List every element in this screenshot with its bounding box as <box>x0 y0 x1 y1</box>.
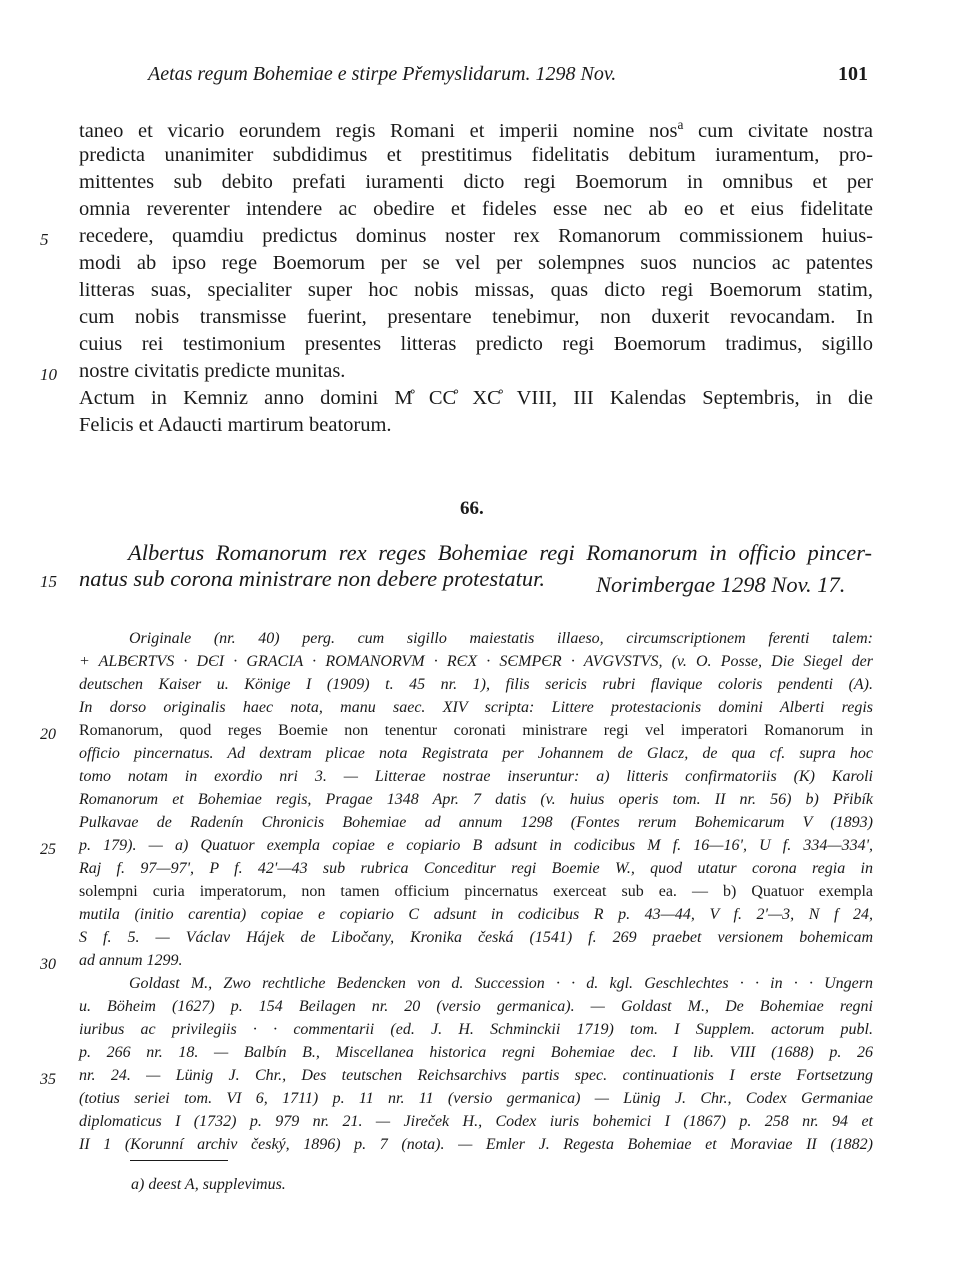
apparatus-line: deutschen Kaiser u. Könige I (1909) t. 45 nr. 1), filis sericis rubri flavique coloris pendenti (A). <box>79 676 873 693</box>
apparatus-line: Originale (nr. 40) perg. cum sigillo maiestatis illaeso, circumscriptionem ferenti talem: <box>129 630 873 647</box>
body-line: cum nobis transmisse fuerint, presentare tenebimur, non duxerit revocandam. In <box>79 306 873 328</box>
line-number: 10 <box>40 365 57 384</box>
apparatus-line: S f. 5. — Václav Hájek de Libočany, Kronika česká (1541) f. 269 praebet versionem bohemicam <box>79 929 873 946</box>
regest-line: Albertus Romanorum rex reges Bohemiae regi Romanorum in officio pincer- <box>128 540 872 565</box>
apparatus-line: diplomaticus I (1732) p. 979 nr. 21. — Jireček H., Codex iuris bohemici I (1867) p. 258 nr. 94 et <box>79 1113 873 1130</box>
line-number: 30 <box>40 956 56 973</box>
apparatus-line: tomo notam in exordio nri 3. — Litterae nostrae inseruntur: a) litteris confirmatoriis (K) Karoli <box>79 768 873 785</box>
body-line: predicta unanimiter subdidimus et prestitimus fidelitatis debitum iuramentum, pro- <box>79 144 873 166</box>
body-line: modi ab ipso rege Boemorum per se vel per solempnes suos nuncios ac patentes <box>79 252 873 274</box>
body-line: mittentes sub debito prefati iuramenti dicto regi Boemorum in omnibus et per <box>79 171 873 193</box>
body-line: taneo et vicario eorundem regis Romani et imperii nomine nos$^a$ cum civitate nostra <box>79 117 873 142</box>
line-number: 20 <box>40 726 56 743</box>
line-number: 5 <box>40 230 49 249</box>
document-number: 66. <box>460 498 484 519</box>
apparatus-line: Goldast M., Zwo rechtliche Bedencken von d. Succession · · d. kgl. Geschlechtes · · in · · Ungern <box>129 975 873 992</box>
apparatus-line: iuribus ac privilegiis · · commentarii (ed. J. H. Schminckii 1719) tom. I Supplem. actorum publ. <box>79 1021 873 1038</box>
footnote-rule <box>130 1160 228 1161</box>
running-head-title: Aetas regum Bohemiae e stirpe Přemyslidarum. 1298 Nov. <box>148 63 617 85</box>
apparatus-line: mutila (initio carentia) copiae e copiario C adsunt in codicibus R p. 43—44, V f. 2'—3, N f 24, <box>79 906 873 923</box>
apparatus-line: Pulkavae de Radenín Chronicis Bohemiae ad annum 1298 (Fontes rerum Bohemicarum V (1893) <box>79 814 873 831</box>
footnote: a) deest A, supplevimus. <box>131 1176 286 1193</box>
line-number: 35 <box>40 1071 56 1088</box>
page-number: 101 <box>838 63 868 85</box>
body-line: omnia reverenter intendere ac obedire et fideles esse nec ab eo et eius fidelitate <box>79 198 873 220</box>
regest-place-date: Norimbergae 1298 Nov. 17. <box>596 572 846 597</box>
body-line: Actum in Kemniz anno domini M̊ CC̊ XC̊ VIII, III Kalendas Septembris, in die <box>79 387 873 409</box>
body-line: Felicis et Adaucti martirum beatorum. <box>79 414 392 436</box>
apparatus-line: u. Böheim (1627) p. 154 Beilagen nr. 20 (versio germanica). — Goldast M., De Bohemiae regni <box>79 998 873 1015</box>
apparatus-line: Romanorum et Bohemiae regis, Pragae 1348 Apr. 7 datis (v. huius operis tom. II nr. 56) b) Přibík <box>79 791 873 808</box>
footnote-mark: a <box>677 117 684 132</box>
apparatus-line: Raj f. 97—97', P f. 42'—43 sub rubrica Conceditur regi Boemie W., quod utatur corona regia in <box>79 860 873 877</box>
apparatus-line: + ALBЄRTVS · DЄI · GRACIA · ROMANORVM · RЄX · SЄMPЄR · AVGVSTVS, (v. O. Posse, Die Siegel der <box>79 653 873 670</box>
apparatus-line: officio pincernatus. Ad dextram plicae nota Registrata per Johannem de Glacz, de qua cf. supra hoc <box>79 745 873 762</box>
body-line: litteras suas, specialiter super hoc nobis missas, quas dicto regi Boemorum statim, <box>79 279 873 301</box>
apparatus-line: II 1 (Korunní archiv český, 1896) p. 7 (nota). — Emler J. Regesta Bohemiae et Moraviae II (1882) <box>79 1136 873 1153</box>
regest-line: natus sub corona ministrare non debere protestatur. <box>79 566 546 591</box>
apparatus-line: p. 266 nr. 18. — Balbín B., Miscellanea historica regni Bohemiae dec. I lib. VIII (1688) p. 26 <box>79 1044 873 1061</box>
apparatus-line: p. 179). — a) Quatuor exempla copiae e copiario B adsunt in codicibus M f. 16—16', U f. 334—334', <box>79 837 873 854</box>
body-line: cuius rei testimonium presentes litteras predicto regi Boemorum tradimus, sigillo <box>79 333 873 355</box>
apparatus-line: (totius seriei tom. VI 6, 1711) p. 11 nr. 11 (versio germanica) — Lünig J. Chr., Codex Germaniae <box>79 1090 873 1107</box>
apparatus-line: ad annum 1299. <box>79 952 183 969</box>
apparatus-line: nr. 24. — Lünig J. Chr., Des teutschen Reichsarchivs partis spec. continuationis I erste Fortsetzung <box>79 1067 873 1084</box>
line-number: 15 <box>40 572 57 591</box>
apparatus-line: solempni curia imperatorum, non tamen officium pincernatus exerceat sub ea. — b) Quatuor exempla <box>79 883 873 900</box>
body-line: recedere, quamdiu predictus dominus noster rex Romanorum commissionem huius- <box>79 225 873 247</box>
body-line: nostre civitatis predicte munitas. <box>79 360 346 382</box>
apparatus-line: In dorso originalis haec nota, manu saec. XIV scripta: Littere protestacionis domini Alberti regis <box>79 699 873 716</box>
line-number: 25 <box>40 841 56 858</box>
apparatus-line: Romanorum, quod reges Boemie non tenentur coronati ministrare regi vel imperatori Romanorum in <box>79 722 873 739</box>
